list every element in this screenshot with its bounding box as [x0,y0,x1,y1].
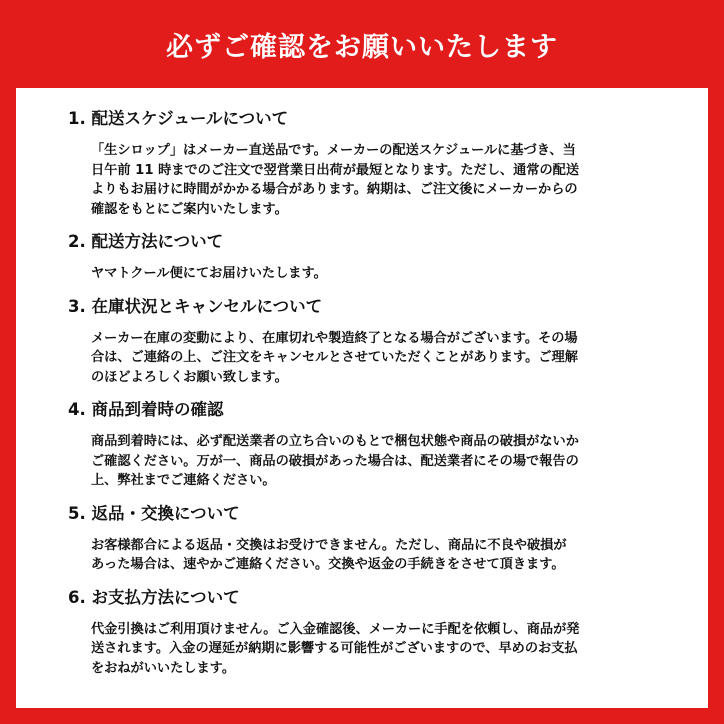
notice-header [16,0,708,88]
section-title: 6. お支払方法について [68,587,240,607]
body-line: ご確認ください。万が一、商品の破損があった場合は、配送業者にその場で報告の [91,453,579,469]
body-line: 商品到着時には、必ず配送業者の立ち合いのもとで梱包状態や商品の破損がないか [91,434,579,449]
section-title: 5. 返品・交換について [68,503,240,523]
section-returns-exchanges [68,503,684,575]
section-body [68,536,684,575]
section-title: 4. 商品到着時の確認 [68,400,224,419]
body-line: メーカー在庫の変動により、在庫切れや製造終了となる場合がございます。その場 [91,330,578,346]
section-stock-cancellation [68,296,684,388]
section-shipping-method [68,231,684,284]
section-title: 3. 在庫状況とキャンセルについて [68,296,323,316]
body-line: のほどよろしくお願い致します。 [91,369,288,385]
body-line: よりもお届けに時間がかかる場合があります。納期は、ご注文後にメーカーからの [91,182,578,197]
body-line: 送されます。入金の遅延が納期に影響する可能性がございますので、早めのお支払 [91,641,578,656]
body-line: 「生シロップ」はメーカー直送品です。メーカーの配送スケジュールに基づき、当 [91,143,576,158]
section-arrival-check [68,399,684,491]
section-body [68,264,684,284]
body-line: 上、弊社までご連絡ください。 [91,473,276,488]
body-line: あった場合は、速やかご連絡ください。交換や返金の手続きをさせて頂きます。 [91,557,565,572]
section-title: 2. 配送方法について [68,232,224,251]
body-line: をおねがいいたします。 [91,660,236,676]
body-line: ヤマトクール便にてお届けいたします。 [91,266,327,281]
body-line: 日午前 11 時までのご注文で翌営業日出荷が最短となります。ただし、通常の配送 [91,162,580,178]
notice-panel [16,88,708,708]
notice-title: 必ずご確認をお願いいたします [166,31,558,63]
body-line: 確認をもとにご案内いたします。 [91,201,288,217]
section-body [68,620,684,679]
section-shipping-schedule [68,108,684,219]
body-line: 代金引換はご利用頂けません。ご入金確認後、メーカーに手配を依頼し、商品が発 [91,621,580,637]
body-line: お客様都合による返品・交換はお受けできません。ただし、商品に不良や破損が [91,537,567,553]
section-body [68,141,684,219]
body-line: 合は、ご連絡の上、ご注文をキャンセルとさせていただくことがあります。ご理解 [91,350,578,365]
section-body [68,329,684,388]
section-title: 1. 配送スケジュールについて [68,109,289,128]
section-body [68,432,684,491]
section-payment-method [68,587,684,679]
